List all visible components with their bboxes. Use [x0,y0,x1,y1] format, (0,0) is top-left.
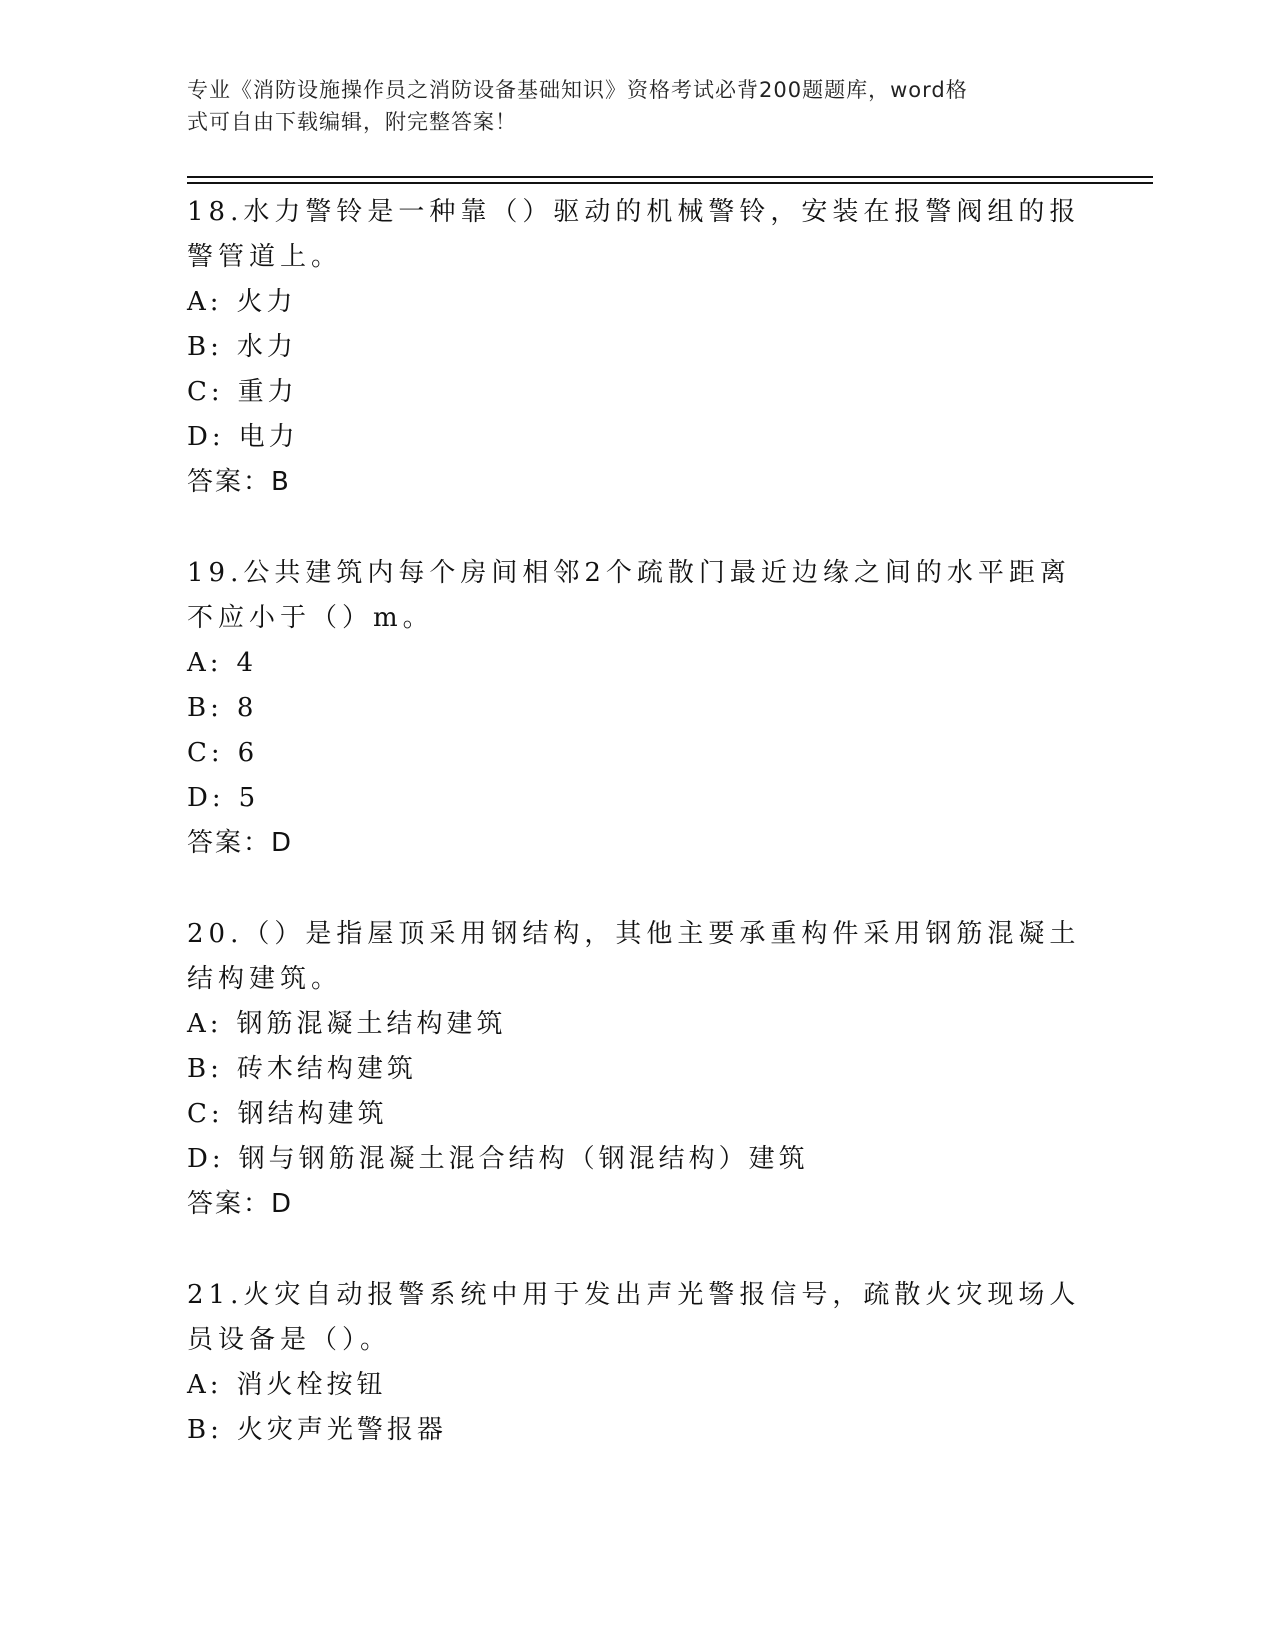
option-d [187,415,1087,460]
option-a [187,1002,1087,1047]
option-text: 火力 [236,287,297,317]
question-stem: 20.（）是指屋顶采用钢结构，其他主要承重构件采用钢筋混凝土结构建筑。 [187,919,1081,994]
answer-label: 答案：D [187,1189,294,1219]
option-b [187,1047,1087,1092]
option-c [187,731,1087,776]
option-text: 钢结构建筑 [237,1099,388,1129]
answer-label: 答案：D [187,828,294,858]
option-letter: B: [187,332,223,362]
option-c [187,1092,1087,1137]
option-text: 5 [238,783,260,813]
option-text: 消火栓按钮 [236,1370,387,1400]
option-a [187,280,1087,325]
option-text: 火灾声光警报器 [236,1415,447,1445]
header-line-2: 式可自由下载编辑，附完整答案！ [187,110,517,134]
option-b [187,1408,1087,1453]
option-letter: B: [187,693,223,723]
document-header [187,74,1087,138]
option-letter: B: [187,1415,223,1445]
option-letter: D: [187,1144,225,1174]
option-a [187,1363,1087,1408]
option-letter: C: [187,377,224,407]
option-text: 钢筋混凝土结构建筑 [236,1009,507,1039]
question-stem: 21.火灾自动报警系统中用于发出声光警报信号，疏散火灾现场人员设备是（）。 [187,1280,1081,1355]
option-letter: D: [187,422,225,452]
option-text: 电力 [238,422,299,452]
option-text: 6 [237,738,259,768]
option-letter: A: [187,1009,223,1039]
option-text: 水力 [236,332,297,362]
option-letter: C: [187,1099,224,1129]
option-letter: A: [187,1370,223,1400]
option-text: 钢与钢筋混凝土混合结构（钢混结构）建筑 [238,1144,809,1174]
option-b [187,686,1087,731]
question-19 [187,551,1087,866]
option-b [187,325,1087,370]
question-20 [187,912,1087,1227]
option-d [187,776,1087,821]
option-text: 砖木结构建筑 [236,1054,417,1084]
answer-label: 答案：B [187,467,291,497]
question-list [187,190,1087,1499]
question-stem: 19.公共建筑内每个房间相邻2个疏散门最近边缘之间的水平距离不应小于（）m。 [187,558,1071,633]
option-letter: B: [187,1054,223,1084]
header-rule-bottom [187,182,1153,184]
question-21 [187,1273,1087,1453]
option-a [187,641,1087,686]
option-letter: A: [187,648,223,678]
option-text: 4 [236,648,258,678]
header-line-1: 专业《消防设施操作员之消防设备基础知识》资格考试必背200题题库，word格 [187,78,968,102]
option-c [187,370,1087,415]
option-letter: A: [187,287,223,317]
option-text: 重力 [237,377,298,407]
header-rule-top [187,176,1153,178]
question-stem: 18.水力警铃是一种靠（）驱动的机械警铃，安装在报警阀组的报警管道上。 [187,197,1081,272]
option-letter: D: [187,783,225,813]
question-18 [187,190,1087,505]
option-letter: C: [187,738,224,768]
option-d [187,1137,1087,1182]
option-text: 8 [236,693,258,723]
